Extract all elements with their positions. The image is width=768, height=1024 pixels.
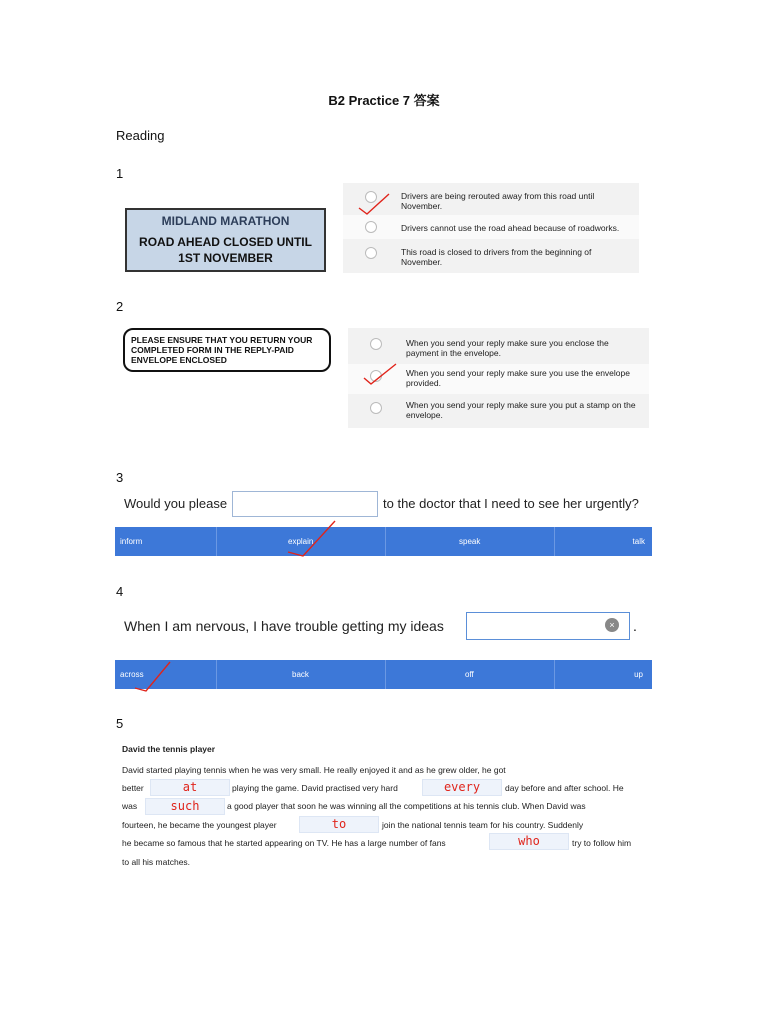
option-text: When you send your reply make sure you use the envelope provided. [406,368,630,388]
checkmark-icon [355,190,395,220]
gap-3-input[interactable]: such [145,798,225,815]
gap-2-input[interactable]: every [422,779,502,796]
question-number-4: 4 [116,584,124,599]
checkmark-icon [360,362,400,390]
passage-line-6: to all his matches. [122,857,191,867]
choice-label: across [120,670,144,679]
q4-choice-bar [115,660,652,689]
q3-choice-talk[interactable] [555,527,652,556]
q3-answer-input[interactable] [232,491,378,517]
question-number-3: 3 [116,470,124,485]
passage-text: day before and after school. He [505,783,624,793]
choice-label: explain [288,537,314,546]
q3-choice-bar [115,527,652,556]
q1-option-3[interactable] [343,241,639,271]
option-text: When you send your reply make sure you put a stamp on the envelope. [406,400,636,420]
sign-line-3-text: 1ST NOVEMBER [178,251,273,265]
passage-text: fourteen, he became the youngest player [122,820,277,830]
q3-text-before: Would you please [124,496,228,511]
q4-text-after: . [633,618,637,634]
option-text: Drivers cannot use the road ahead because of roadworks. [401,223,620,233]
option-text: When you send your reply make sure you enclose the payment in the envelope. [406,338,609,358]
q2-option-3[interactable] [348,396,649,426]
q3-choice-inform[interactable] [115,527,217,556]
sign-line-1: MIDLAND MARATHON [161,214,290,228]
checkmark-icon [285,518,340,560]
q4-text-before: When I am nervous, I have trouble getting my ideas [124,618,444,634]
passage-text: was [122,801,138,811]
choice-label: off [465,670,474,679]
choice-label: back [292,670,309,679]
gap-4-input[interactable]: to [299,816,379,833]
passage-text: join the national tennis team for his country. Suddenly [382,820,584,830]
page-title: B2 Practice 7 答案 [328,93,440,108]
road-sign [125,208,326,272]
passage-text: try to follow him [572,838,632,848]
choice-label: up [634,670,643,679]
radio-icon[interactable] [370,402,382,414]
option-text: This road is closed to drivers from the beginning of November. [401,247,592,267]
radio-icon[interactable] [365,221,377,233]
q4-choice-off[interactable] [386,660,555,689]
sign-line-2 [127,234,324,266]
passage-text: a good player that soon he was winning all the competitions at his tennis club. When David was [227,801,586,811]
choice-label: inform [120,537,143,546]
passage-heading: David the tennis player [122,744,216,754]
section-heading: Reading [116,128,165,143]
choice-label: speak [459,537,481,546]
notice-box: PLEASE ENSURE THAT YOU RETURN YOUR COMPLETED FORM IN THE REPLY-PAID ENVELOPE ENCLOSED [123,328,331,372]
clear-icon[interactable]: × [605,618,619,632]
checkmark-icon [132,660,174,694]
q3-choice-speak[interactable] [386,527,555,556]
q2-option-1[interactable] [348,332,649,362]
passage-text: better [122,783,144,793]
sign-line-2-text: ROAD AHEAD CLOSED UNTIL [139,235,312,249]
q3-text-after: to the doctor that I need to see her urgently? [383,496,639,511]
radio-icon[interactable] [370,338,382,350]
gap-1-input[interactable]: at [150,779,230,796]
radio-icon[interactable] [365,247,377,259]
passage-text: playing the game. David practised very hard [232,783,398,793]
q4-choice-up[interactable] [555,660,652,689]
passage-line-1: David started playing tennis when he was very small. He really enjoyed it and as he grew older, he got [122,765,506,775]
option-text: Drivers are being rerouted away from this road until November. [401,191,595,211]
question-number-5: 5 [116,716,124,731]
q4-choice-back[interactable] [217,660,386,689]
passage-text: he became so famous that he started appearing on TV. He has a large number of fans [122,838,446,848]
question-number-1: 1 [116,166,124,181]
choice-label: talk [632,537,645,546]
question-number-2: 2 [116,299,124,314]
gap-5-input[interactable]: who [489,833,569,850]
